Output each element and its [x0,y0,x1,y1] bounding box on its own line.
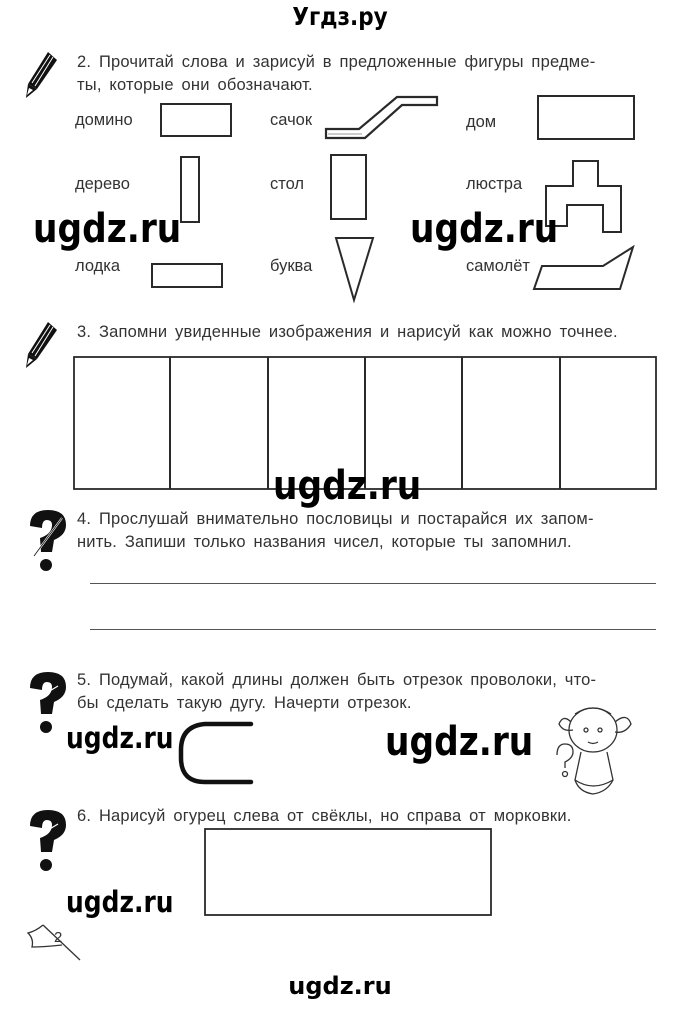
word-samolet: самолёт [466,257,530,275]
pencil-icon [26,322,57,368]
task-5-line-2: бы сделать такую дугу. Начерти отрезок. [77,694,412,712]
word-bukva: буква [270,257,313,275]
girl-illustration-icon [557,708,631,794]
letter-shape [336,238,373,300]
airplane-shape [534,247,633,289]
word-stol: стол [270,175,305,193]
question-pen-icon [30,810,66,871]
wire-arc [181,724,251,782]
table-shape [331,155,366,219]
word-lodka: лодка [75,257,121,275]
task-2-line-2: ты, которые они обозначают. [77,76,313,94]
watermark: ugdz.ru [273,463,422,509]
page-number: 2 [54,929,63,946]
watermark: ugdz.ru [66,885,174,919]
tree-shape [181,157,199,222]
watermark: ugdz.ru [66,721,174,755]
task-6-line-1: 6. Нарисуй огурец слева от свёклы, но справа от морковки. [77,807,572,825]
watermark: ugdz.ru [385,719,534,765]
task-5-line-1: 5. Подумай, какой длины должен быть отрезок проволоки, что- [77,671,597,689]
watermark: ugdz.ru [33,206,182,252]
word-sachok: сачок [270,111,313,129]
boat-shape [152,264,222,287]
question-pen-icon [30,672,66,733]
answer-line-1[interactable] [90,583,656,584]
word-lyustra: люстра [466,175,523,193]
house-shape [538,96,634,139]
task-4-line-2: нить. Запиши только названия чисел, которые ты запомнил. [77,533,572,551]
question-pen-icon [30,510,66,571]
word-dom: дом [466,113,497,131]
task-2-line-1: 2. Прочитай слова и зарисуй в предложенные фигуры предме- [77,53,596,71]
pencil-icon [26,52,57,98]
site-title: Угдз.ру [292,2,388,31]
domino-shape [161,104,231,136]
answer-line-2[interactable] [90,629,656,630]
watermark: ugdz.ru [410,206,559,252]
task-3-line-1: 3. Запомни увиденные изображения и нарисуй как можно точнее. [77,323,618,341]
drawing-box [205,829,491,915]
word-domino: домино [75,111,133,129]
word-derevo: дерево [75,175,130,193]
footer-watermark: ugdz.ru [288,972,392,1000]
scoop-net-shape [326,97,437,138]
task-4-line-1: 4. Прослушай внимательно пословицы и постарайся их запом- [77,510,594,528]
